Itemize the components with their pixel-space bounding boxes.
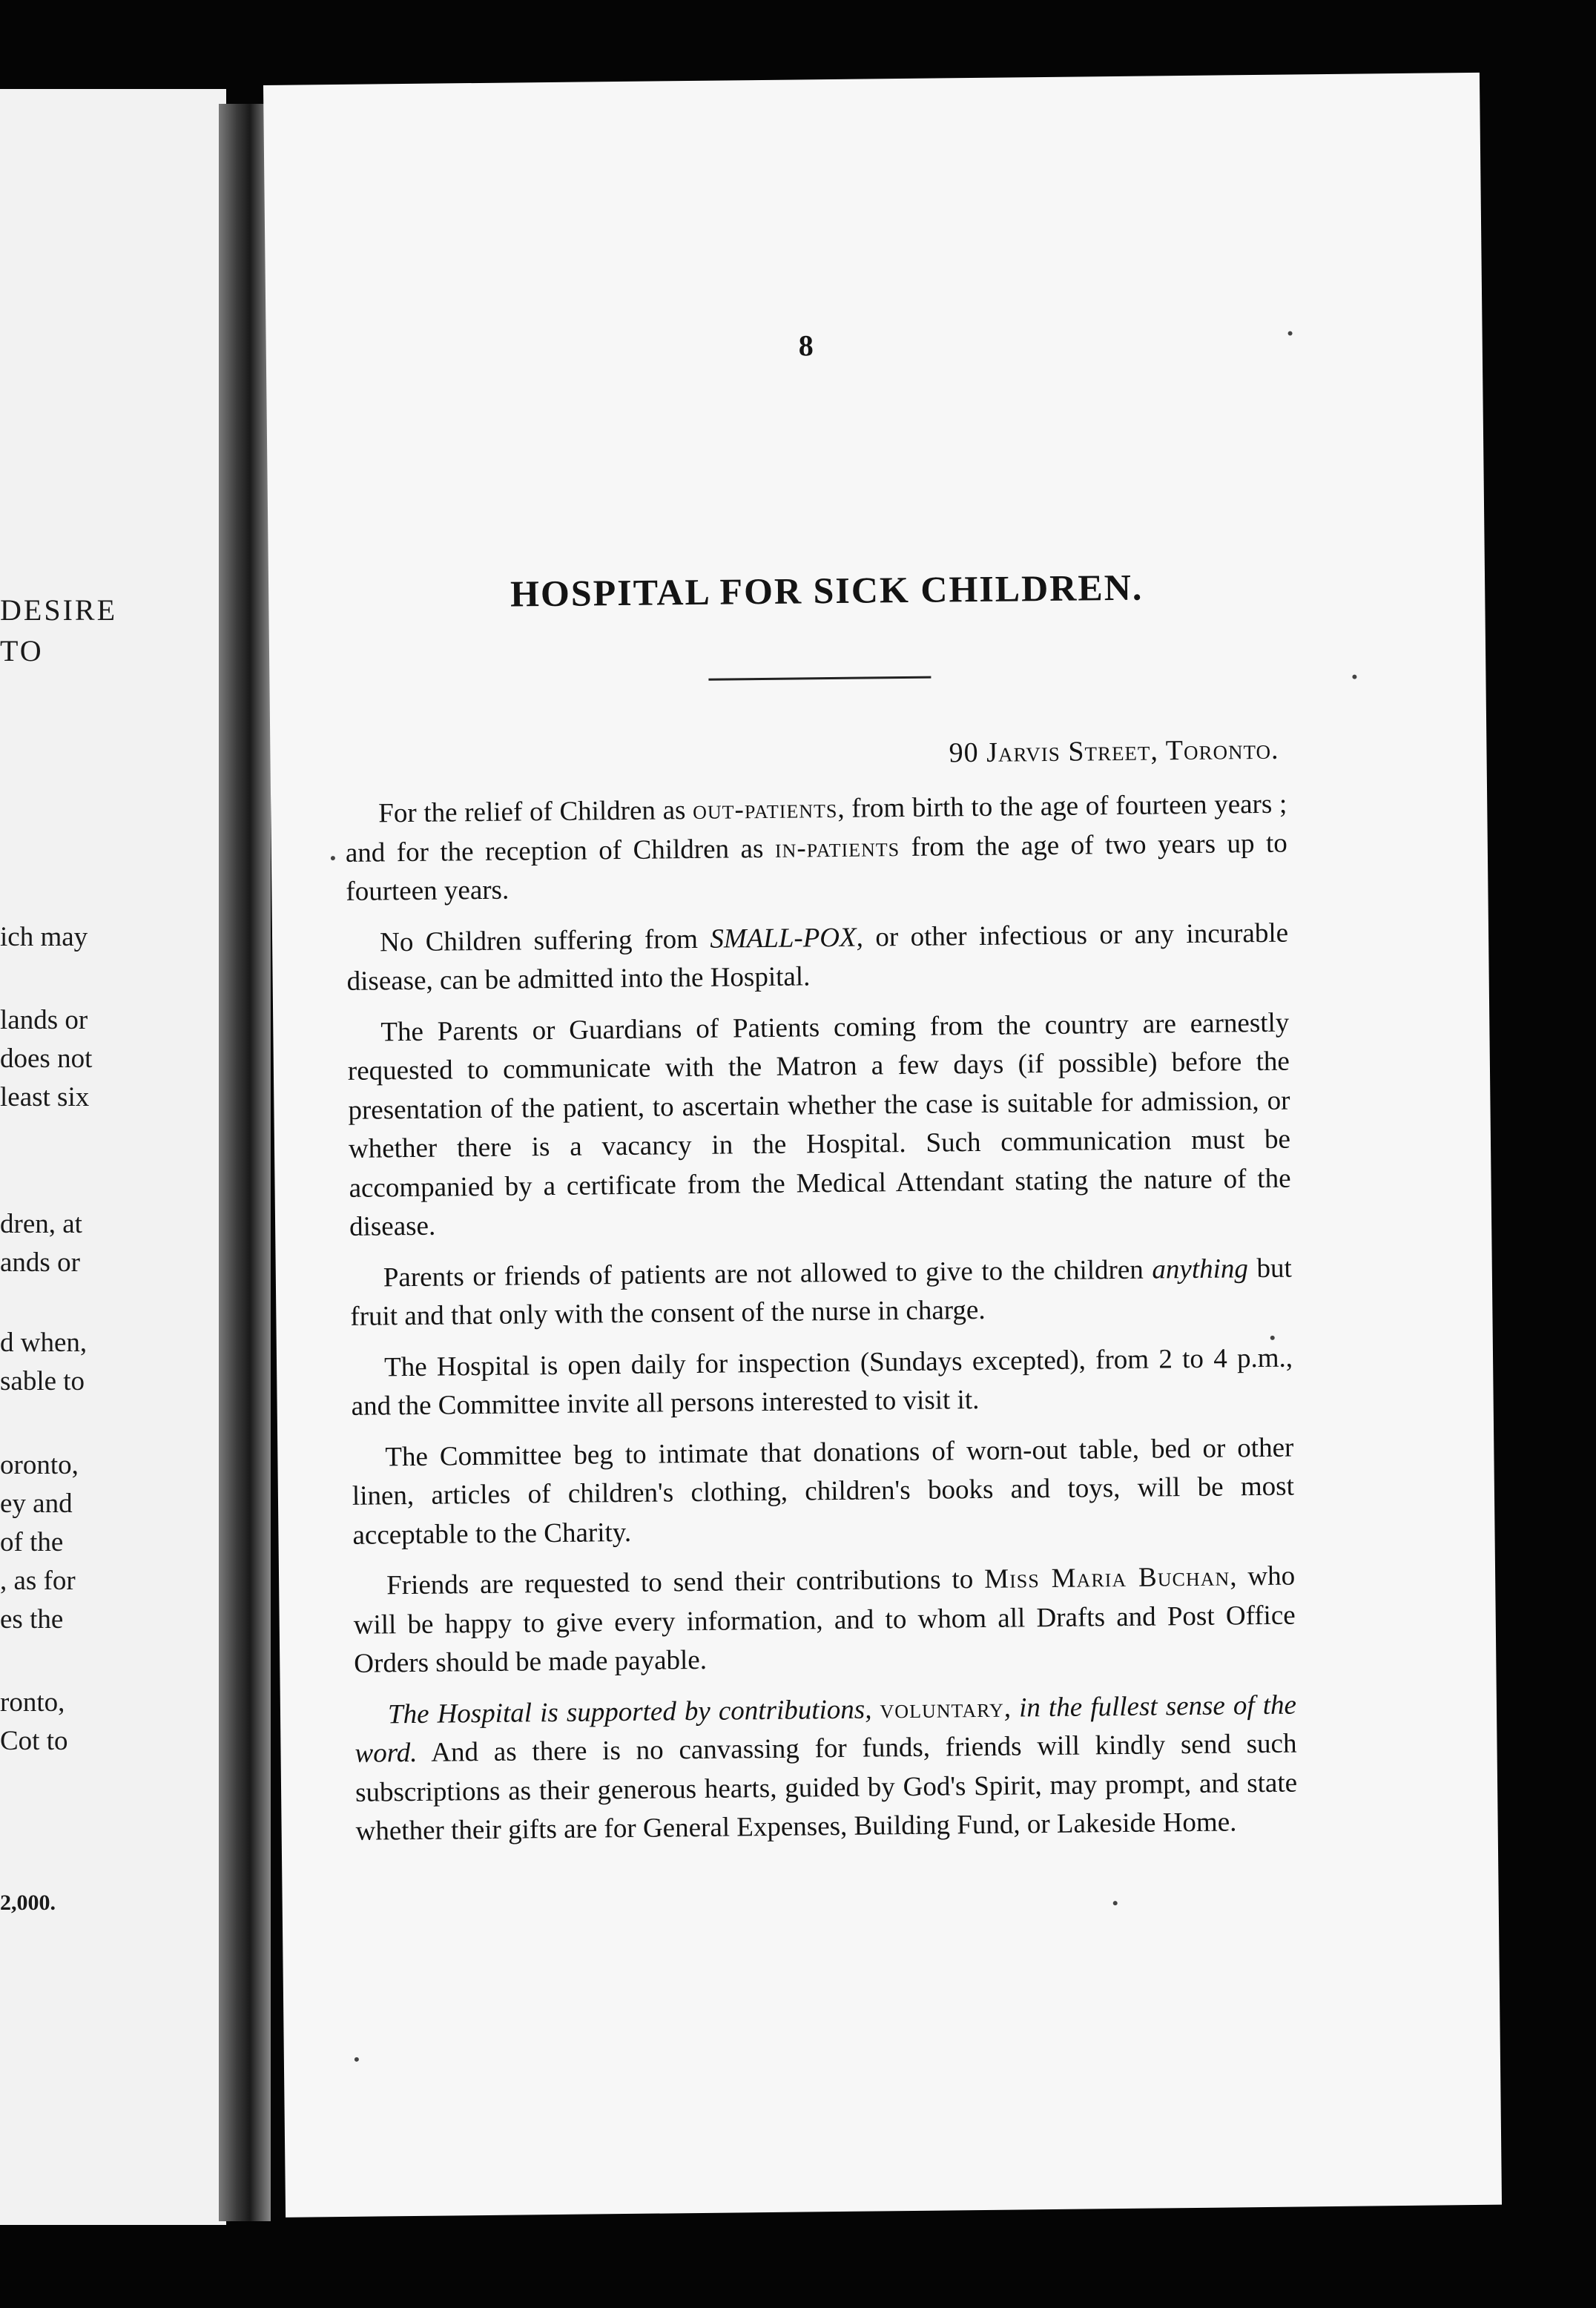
text-span: For the relief of Children as [378, 795, 686, 829]
text-span: anything [1152, 1253, 1249, 1285]
text-span: SMALL-POX, [710, 922, 864, 954]
book-gutter [219, 104, 271, 2221]
scan-speck [355, 2057, 359, 2062]
text-span: No Children suffering from [379, 923, 699, 957]
left-page-fragment: es the [0, 1604, 64, 1635]
left-page-fragment: of the [0, 1527, 64, 1557]
paragraph-smallpox [346, 914, 1289, 1001]
text-span: , who will be happy to give every information, and to whom all Drafts and Post Office Orders should be made payable. [353, 1560, 1296, 1679]
left-page-fragment: sable to [0, 1366, 85, 1397]
paragraph-contributions [353, 1557, 1296, 1684]
text-span: The Hospital is supported by contributions, [387, 1694, 872, 1730]
left-page-fragment: d when, [0, 1328, 88, 1358]
scan-speck [1352, 675, 1356, 679]
left-page-fragment: TO [0, 634, 44, 667]
text-span: And as there is no canvassing for funds, friends will kindly send such subscriptions as their generous hearts, guided by God's Spirit, may prompt, and state whether their gifts are for General Expenses, Building Fund, or Lakeside Home. [355, 1728, 1298, 1847]
address-line [270, 733, 1279, 777]
page-number: 8 [798, 329, 814, 363]
left-page-fragment: dren, at [0, 1209, 82, 1239]
left-page-fragment: DESIRE [0, 593, 117, 627]
left-page-fragment: ands or [0, 1247, 80, 1278]
text-span: or other infectious or any incurable disease, can be admitted into the Hospital. [346, 917, 1289, 997]
scan-speck [1113, 1901, 1118, 1905]
paragraph-patients [345, 785, 1288, 912]
text-span: out-patients [692, 793, 838, 825]
left-page-fragment: least six [0, 1082, 90, 1112]
title-rule [708, 676, 931, 681]
left-page-fragment: 2,000. [0, 1890, 56, 1915]
text-span: from the age of two years up to fourteen years. [346, 828, 1288, 907]
left-facing-page [0, 89, 226, 2225]
paragraph-visiting: The Hospital is open daily for inspection (Sundays excepted), from 2 to 4 p.m., and the Committee invite all persons interested to visit it. [351, 1342, 1293, 1422]
left-page-fragment: ronto, [0, 1687, 65, 1718]
text-span: voluntary [880, 1692, 1004, 1724]
left-page-fragment: oronto, [0, 1450, 79, 1480]
text-span: Parents or friends of patients are not allowed to give to the children [383, 1254, 1144, 1293]
paragraph-support [355, 1686, 1298, 1851]
left-page-fragment: ey and [0, 1488, 73, 1519]
left-page-fragment: , as for [0, 1566, 76, 1596]
text-span: , in the fullest sense of the word. [355, 1689, 1297, 1769]
text-span: in-patients [774, 831, 900, 864]
left-page-fragment: Cot to [0, 1726, 68, 1756]
paragraph-donations: The Committee beg to intimate that donations of worn-out table, bed or other linen, articles of children's clothing, children's books and toys, will be most acceptable to the Charity. [352, 1432, 1295, 1551]
page-title: HOSPITAL FOR SICK CHILDREN. [510, 566, 1144, 615]
text-span: , from birth to the age of fourteen years ; and for the reception of Children as [345, 788, 1287, 868]
main-page [263, 73, 1502, 2218]
scan-speck [1270, 1336, 1275, 1340]
paragraph-parents: The Parents or Guardians of Patients coming from the country are earnestly requested to communicate with the Matron a few days (if possible) before the presentation of the patient, to ascertain whether the case is suitable for admission, or whether there is a vacancy in the Hospital. Such communication must be accompanied by a certificate from the Medical Attendant stating the nature of the disease. [347, 1007, 1291, 1242]
scan-speck [1288, 331, 1293, 335]
address-street: Jarvis Street, Toronto. [986, 733, 1279, 768]
text-span: Miss Maria Buchan [984, 1561, 1230, 1595]
left-page-fragment: ich may [0, 922, 88, 952]
left-page-fragment: lands or [0, 1005, 88, 1035]
text-span: Friends are requested to send their contributions to [386, 1564, 974, 1601]
paragraph-gifts [350, 1249, 1293, 1336]
left-page-fragment: does not [0, 1043, 93, 1074]
body-text [345, 785, 1298, 1864]
scan-speck [331, 856, 335, 860]
text-span: but fruit and that only with the consent of the nurse in charge. [350, 1253, 1293, 1332]
address-number: 90 [949, 736, 979, 769]
